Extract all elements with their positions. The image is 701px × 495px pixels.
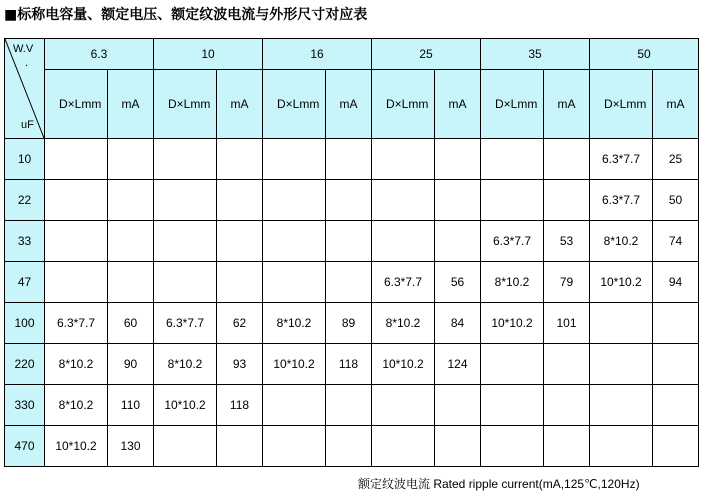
size-cell bbox=[154, 180, 217, 221]
table-row bbox=[5, 303, 699, 344]
size-header: D×Lmm bbox=[263, 70, 326, 139]
table-row bbox=[5, 385, 699, 426]
current-header: mA bbox=[544, 70, 590, 139]
size-cell bbox=[263, 426, 326, 467]
size-cell bbox=[590, 385, 653, 426]
current-cell bbox=[326, 426, 372, 467]
size-header: D×Lmm bbox=[481, 70, 544, 139]
size-cell: 10*10.2 bbox=[590, 262, 653, 303]
current-cell: 56 bbox=[435, 262, 481, 303]
voltage-header: 16 bbox=[263, 39, 372, 70]
current-cell bbox=[435, 385, 481, 426]
current-cell bbox=[544, 180, 590, 221]
current-cell: 124 bbox=[435, 344, 481, 385]
capacitance-cell: 10 bbox=[5, 139, 45, 180]
title-text: ■标称电容量、额定电压、额定纹波电流与外形尺寸对应表 bbox=[4, 7, 368, 23]
current-cell bbox=[217, 262, 263, 303]
current-cell bbox=[326, 180, 372, 221]
current-cell bbox=[544, 344, 590, 385]
current-cell: 101 bbox=[544, 303, 590, 344]
corner-header-cell bbox=[5, 39, 45, 139]
size-cell: 6.3*7.7 bbox=[154, 303, 217, 344]
size-cell: 8*10.2 bbox=[263, 303, 326, 344]
size-cell: 6.3*7.7 bbox=[590, 139, 653, 180]
current-cell bbox=[544, 385, 590, 426]
current-header: mA bbox=[326, 70, 372, 139]
table-row bbox=[5, 344, 699, 385]
size-header: D×Lmm bbox=[154, 70, 217, 139]
size-cell bbox=[372, 180, 435, 221]
table-title bbox=[4, 4, 367, 24]
size-cell bbox=[45, 221, 108, 262]
size-cell bbox=[481, 344, 544, 385]
size-cell: 8*10.2 bbox=[45, 344, 108, 385]
table-row bbox=[5, 426, 699, 467]
size-cell: 8*10.2 bbox=[154, 344, 217, 385]
table-row bbox=[5, 262, 699, 303]
current-cell bbox=[217, 426, 263, 467]
voltage-header: 35 bbox=[481, 39, 590, 70]
current-cell: 60 bbox=[108, 303, 154, 344]
table-row bbox=[5, 180, 699, 221]
current-cell bbox=[653, 303, 699, 344]
size-cell bbox=[372, 426, 435, 467]
current-header: mA bbox=[435, 70, 481, 139]
size-cell: 6.3*7.7 bbox=[590, 180, 653, 221]
size-cell bbox=[590, 344, 653, 385]
footnote: 额定纹波电流 Rated ripple current(mA,125℃,120Hz) bbox=[358, 477, 640, 491]
current-cell bbox=[653, 344, 699, 385]
table-row bbox=[5, 139, 699, 180]
current-cell bbox=[217, 180, 263, 221]
size-cell: 6.3*7.7 bbox=[45, 303, 108, 344]
current-cell bbox=[326, 139, 372, 180]
size-cell bbox=[45, 180, 108, 221]
current-cell bbox=[326, 221, 372, 262]
corner-dot: . bbox=[25, 57, 29, 69]
size-cell: 10*10.2 bbox=[263, 344, 326, 385]
size-cell: 8*10.2 bbox=[372, 303, 435, 344]
capacitance-cell: 33 bbox=[5, 221, 45, 262]
size-cell bbox=[45, 262, 108, 303]
size-cell bbox=[263, 139, 326, 180]
current-cell: 79 bbox=[544, 262, 590, 303]
size-header: D×Lmm bbox=[372, 70, 435, 139]
size-header: D×Lmm bbox=[45, 70, 108, 139]
current-cell bbox=[544, 139, 590, 180]
current-cell: 93 bbox=[217, 344, 263, 385]
current-cell: 118 bbox=[217, 385, 263, 426]
size-header: D×Lmm bbox=[590, 70, 653, 139]
current-cell: 130 bbox=[108, 426, 154, 467]
current-cell: 118 bbox=[326, 344, 372, 385]
size-cell bbox=[590, 303, 653, 344]
size-cell bbox=[372, 385, 435, 426]
size-cell bbox=[154, 262, 217, 303]
table-row bbox=[5, 221, 699, 262]
current-cell: 94 bbox=[653, 262, 699, 303]
current-header: mA bbox=[217, 70, 263, 139]
size-cell bbox=[154, 426, 217, 467]
current-cell bbox=[326, 385, 372, 426]
size-cell bbox=[590, 426, 653, 467]
size-cell bbox=[263, 221, 326, 262]
size-cell: 10*10.2 bbox=[154, 385, 217, 426]
size-cell bbox=[481, 426, 544, 467]
size-cell bbox=[481, 385, 544, 426]
current-cell: 50 bbox=[653, 180, 699, 221]
current-cell bbox=[217, 221, 263, 262]
current-header: mA bbox=[108, 70, 154, 139]
size-cell bbox=[481, 180, 544, 221]
spec-table bbox=[4, 38, 699, 467]
current-cell bbox=[108, 180, 154, 221]
current-cell bbox=[435, 426, 481, 467]
capacitance-cell: 100 bbox=[5, 303, 45, 344]
voltage-axis-label: W.V bbox=[13, 43, 34, 55]
size-cell bbox=[154, 139, 217, 180]
size-cell: 6.3*7.7 bbox=[372, 262, 435, 303]
size-cell bbox=[372, 221, 435, 262]
current-cell: 110 bbox=[108, 385, 154, 426]
voltage-header: 25 bbox=[372, 39, 481, 70]
size-cell: 8*10.2 bbox=[481, 262, 544, 303]
voltage-header: 10 bbox=[154, 39, 263, 70]
current-cell bbox=[108, 221, 154, 262]
size-cell bbox=[263, 180, 326, 221]
size-cell bbox=[481, 139, 544, 180]
current-cell: 62 bbox=[217, 303, 263, 344]
capacitance-axis-label: uF bbox=[21, 119, 34, 131]
current-cell: 84 bbox=[435, 303, 481, 344]
current-cell bbox=[108, 139, 154, 180]
current-cell: 74 bbox=[653, 221, 699, 262]
current-header: mA bbox=[653, 70, 699, 139]
current-cell: 90 bbox=[108, 344, 154, 385]
size-cell bbox=[263, 385, 326, 426]
current-cell bbox=[217, 139, 263, 180]
capacitance-cell: 47 bbox=[5, 262, 45, 303]
size-cell: 10*10.2 bbox=[372, 344, 435, 385]
current-cell bbox=[435, 180, 481, 221]
voltage-header: 50 bbox=[590, 39, 699, 70]
current-cell: 89 bbox=[326, 303, 372, 344]
capacitance-cell: 330 bbox=[5, 385, 45, 426]
current-cell bbox=[435, 139, 481, 180]
voltage-header: 6.3 bbox=[45, 39, 154, 70]
current-cell bbox=[108, 262, 154, 303]
current-cell: 25 bbox=[653, 139, 699, 180]
capacitance-cell: 470 bbox=[5, 426, 45, 467]
current-cell bbox=[435, 221, 481, 262]
capacitance-cell: 22 bbox=[5, 180, 45, 221]
current-cell bbox=[653, 385, 699, 426]
size-cell: 8*10.2 bbox=[45, 385, 108, 426]
size-cell: 8*10.2 bbox=[590, 221, 653, 262]
size-cell bbox=[372, 139, 435, 180]
size-cell bbox=[45, 139, 108, 180]
size-cell bbox=[154, 221, 217, 262]
current-cell bbox=[544, 426, 590, 467]
size-cell bbox=[263, 262, 326, 303]
capacitance-cell: 220 bbox=[5, 344, 45, 385]
current-cell bbox=[653, 426, 699, 467]
current-cell bbox=[326, 262, 372, 303]
size-cell: 10*10.2 bbox=[45, 426, 108, 467]
size-cell: 6.3*7.7 bbox=[481, 221, 544, 262]
size-cell: 10*10.2 bbox=[481, 303, 544, 344]
current-cell: 53 bbox=[544, 221, 590, 262]
